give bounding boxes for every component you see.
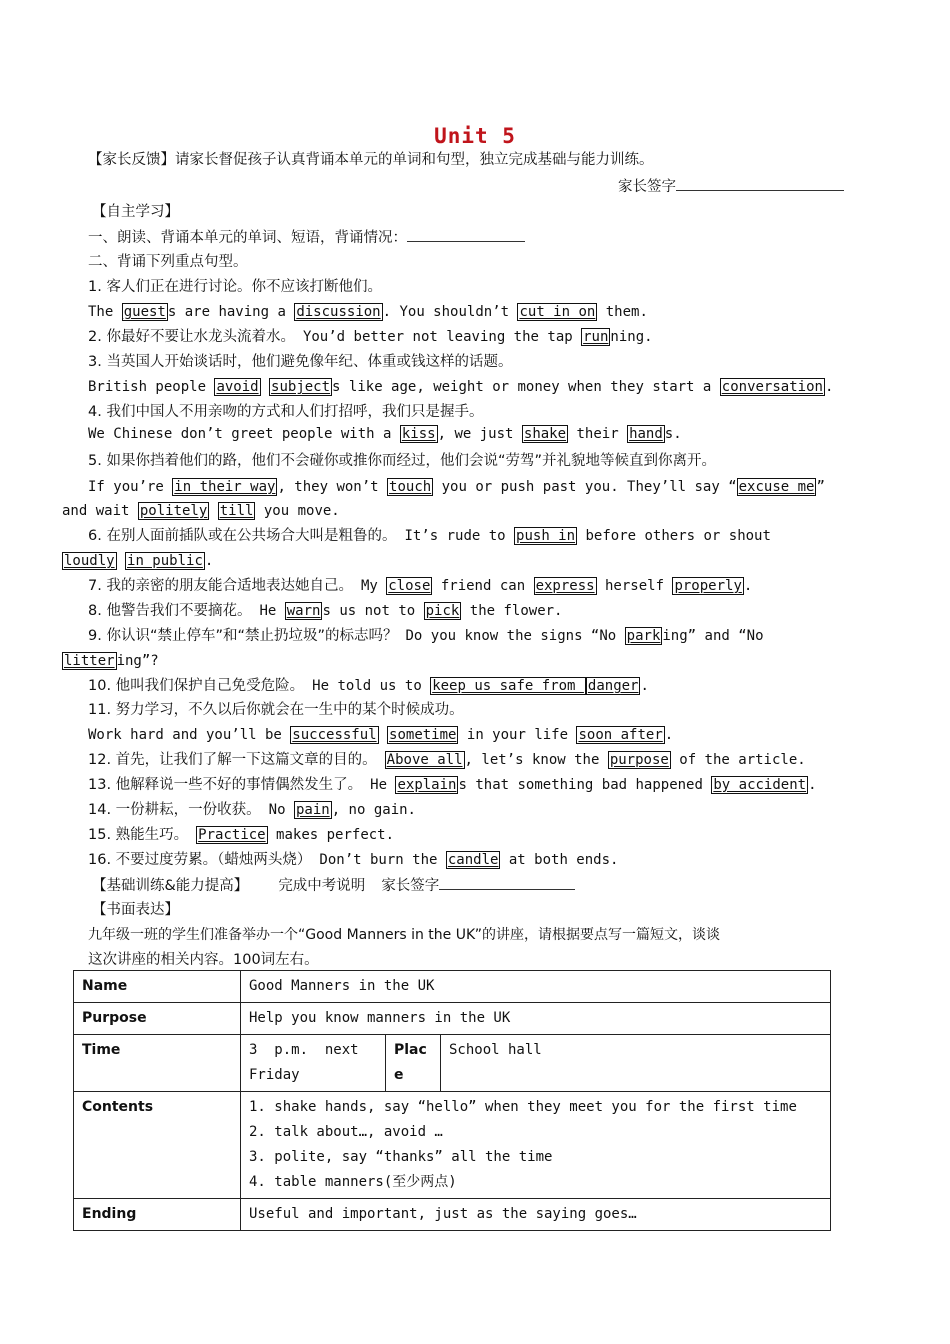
- answer-box[interactable]: in their way: [174, 479, 276, 495]
- time-value: [241, 1035, 386, 1092]
- answer-box[interactable]: properly: [674, 578, 742, 594]
- sentence-text: ing” and “No: [662, 628, 764, 644]
- sentence-text: It’s rude to: [404, 528, 515, 544]
- sentence-text: [209, 503, 217, 519]
- sentence-text: friend can: [432, 578, 534, 594]
- sentence-text: , we just: [437, 426, 522, 442]
- sentence-text: .: [824, 379, 834, 395]
- sentence-english: [406, 626, 764, 646]
- place-value: School hall: [441, 1035, 831, 1092]
- sentence-text: s us not to: [322, 603, 424, 619]
- sentence-text: ning.: [610, 329, 653, 345]
- sentence-text: The: [88, 304, 122, 320]
- sentence-text: , they won’t: [277, 479, 388, 495]
- sentence-text: s.: [664, 426, 682, 442]
- sentence-chinese: 3. 当英国人开始谈话时，他们避免像年纪、体重或钱这样的话题。: [88, 354, 513, 370]
- sentence-english-continued: [62, 501, 340, 521]
- place-label-line-2: e: [394, 1067, 404, 1083]
- sentence-text: British people: [88, 379, 215, 395]
- sentence-english: [361, 576, 752, 596]
- sentence-text: , let’s know the: [464, 752, 608, 768]
- time-value-line-2: Friday: [249, 1067, 300, 1083]
- sentence-text: the flower.: [461, 603, 563, 619]
- sentence-text: their: [568, 426, 628, 442]
- task-2: 二、背诵下列重点句型。: [88, 254, 248, 270]
- answer-box[interactable]: Above all: [386, 752, 463, 768]
- answer-box[interactable]: pain: [295, 802, 330, 818]
- task-1: [88, 227, 525, 248]
- place-label: [386, 1035, 441, 1092]
- time-value-line-1: 3 p.m. next: [249, 1042, 359, 1058]
- writing-prompt-2: 这次讲座的相关内容。100词左右。: [88, 952, 319, 968]
- sentence-text: s like age, weight or money when they start a: [332, 379, 720, 395]
- answer-box[interactable]: till: [219, 503, 254, 519]
- answer-box[interactable]: shake: [523, 426, 567, 442]
- training-sign-label: 家长签字: [381, 878, 440, 894]
- name-label: Name: [74, 971, 241, 1003]
- answer-box[interactable]: cut in on: [519, 304, 596, 320]
- purpose-value: Help you know manners in the UK: [241, 1003, 831, 1035]
- training-heading: 【基础训练&能力提高】: [92, 878, 249, 894]
- sentence-text: Do you know the signs “No: [405, 628, 625, 644]
- sentence-text: [117, 553, 125, 569]
- sentence-chinese: 16. 不要过度劳累。（蜡烛两头烧）: [88, 852, 312, 868]
- sentence-english: [385, 750, 806, 770]
- sentence-text: .: [640, 678, 649, 694]
- parent-sign: [618, 176, 844, 197]
- answer-box[interactable]: avoid: [216, 379, 259, 395]
- answer-box[interactable]: by accident: [713, 777, 807, 793]
- answer-box[interactable]: kiss: [401, 426, 436, 442]
- sentence-text: .: [808, 777, 817, 793]
- sentence-chinese: 7. 我的亲密的朋友能合适地表达她自己。: [88, 578, 353, 594]
- purpose-label: Purpose: [74, 1003, 241, 1035]
- answer-box[interactable]: litter: [64, 653, 115, 669]
- sentence-text: ”: [816, 479, 825, 495]
- sentence-english-continued: [62, 651, 159, 671]
- self-study-heading: 【自主学习】: [92, 204, 179, 220]
- table-row-ending: [74, 1199, 831, 1231]
- sentence-text: [379, 727, 387, 743]
- sentence-text: ing”?: [116, 653, 159, 669]
- sentence-chinese: 13. 他解释说一些不好的事情偶然发生了。: [88, 777, 363, 793]
- answer-box[interactable]: excuse me: [738, 479, 815, 495]
- answer-box[interactable]: explain: [397, 777, 457, 793]
- answer-box[interactable]: politely: [139, 503, 208, 519]
- sentence-text: He: [259, 603, 285, 619]
- sentence-english: [88, 377, 833, 397]
- answer-box[interactable]: danger: [587, 678, 639, 694]
- contents-item: 2. talk about…, avoid …: [249, 1124, 443, 1140]
- answer-box[interactable]: park: [626, 628, 661, 644]
- answer-box[interactable]: discussion: [296, 304, 381, 320]
- task-1-text: 一、朗读、背诵本单元的单词、短语，背诵情况：: [88, 230, 407, 246]
- sentence-english: [196, 825, 394, 845]
- answer-box[interactable]: in public: [127, 553, 203, 569]
- answer-box[interactable]: warn: [286, 603, 321, 619]
- answer-box[interactable]: conversation: [721, 379, 823, 395]
- sentence-english: [404, 526, 770, 546]
- sentence-english: [269, 800, 416, 820]
- recite-status-blank[interactable]: [407, 227, 525, 242]
- sentence-english: [303, 327, 653, 347]
- sentence-text: We Chinese don’t greet people with a: [88, 426, 400, 442]
- sentence-chinese: 6. 在别人面前插队或在公共场合大叫是粗鲁的。: [88, 528, 397, 544]
- sentence-chinese: 12. 首先，让我们了解一下这篇文章的目的。: [88, 752, 377, 768]
- sentence-chinese: 4. 我们中国人不用亲吻的方式和人们打招呼，我们只是握手。: [88, 404, 484, 420]
- place-label-line-1: Plac: [394, 1042, 427, 1058]
- sentence-english-continued: [88, 725, 673, 745]
- ending-label: Ending: [74, 1199, 241, 1231]
- sentence-text: , no gain.: [331, 802, 416, 818]
- answer-box[interactable]: sometime: [389, 727, 457, 743]
- contents-label: Contents: [74, 1092, 241, 1199]
- sentence-text: . You shouldn’t: [382, 304, 518, 320]
- table-row-purpose: [74, 1003, 831, 1035]
- contents-value: [241, 1092, 831, 1199]
- answer-box[interactable]: run: [583, 329, 609, 345]
- sentence-text: s are having a: [167, 304, 295, 320]
- sentence-text: at both ends.: [500, 852, 619, 868]
- answer-box[interactable]: soon after: [578, 727, 663, 743]
- sentence-english: [370, 775, 816, 795]
- answer-box[interactable]: close: [388, 578, 431, 594]
- contents-item: 3. polite, say “thanks” all the time: [249, 1149, 553, 1165]
- sentence-text: s that something bad happened: [458, 777, 712, 793]
- sentence-text: of the article.: [670, 752, 806, 768]
- sentence-chinese: 5. 如果你挡着他们的路，他们不会碰你或推你而经过，他们会说“劳驾”并礼貌地等候直到你离开。: [88, 453, 716, 469]
- sentence-text: Don’t burn the: [319, 852, 446, 868]
- sentence-text: before others or shout: [577, 528, 771, 544]
- sentence-english: [88, 477, 825, 497]
- answer-box[interactable]: purpose: [609, 752, 669, 768]
- sentence-text: He: [370, 777, 396, 793]
- sentence-text: makes perfect.: [267, 827, 395, 843]
- sentence-text: Work hard and you’ll be: [88, 727, 291, 743]
- sentence-chinese: 10. 他叫我们保护自己免受危险。: [88, 678, 305, 694]
- answer-box[interactable]: successful: [292, 727, 377, 743]
- ending-value: Useful and important, just as the saying goes…: [241, 1199, 831, 1231]
- sentence-text: [261, 379, 269, 395]
- writing-heading: 【书面表达】: [92, 902, 179, 918]
- sentence-text: No: [268, 802, 294, 818]
- answer-box[interactable]: push in: [516, 528, 576, 544]
- parent-sign-label: 家长签字: [618, 179, 676, 195]
- answer-box[interactable]: pick: [425, 603, 460, 619]
- answer-box[interactable]: guest: [123, 304, 166, 320]
- sentence-chinese: 14. 一份耕耘，一份收获。: [88, 802, 261, 818]
- sentence-english: [88, 424, 682, 444]
- sentence-chinese: 9. 你认识“禁止停车”和“禁止扔垃圾”的标志吗？: [88, 628, 398, 644]
- sentence-text: .: [204, 553, 214, 569]
- answer-box[interactable]: Practice: [198, 827, 266, 843]
- answer-box[interactable]: keep us safe from: [432, 678, 584, 694]
- sentence-text: My: [360, 578, 387, 594]
- contents-item: 4. table manners(至少两点): [249, 1174, 457, 1190]
- answer-box[interactable]: candle: [447, 852, 499, 868]
- sentence-text: in your life: [458, 727, 577, 743]
- table-row-time: [74, 1035, 831, 1092]
- table-row-contents: [74, 1092, 831, 1199]
- lecture-plan-table: [73, 970, 831, 1231]
- training-sign-blank[interactable]: [439, 875, 575, 890]
- sentence-text: .: [743, 578, 753, 594]
- sentence-text: herself: [596, 578, 673, 594]
- parent-sign-blank[interactable]: [676, 176, 844, 191]
- sentence-text: them.: [597, 304, 648, 320]
- page-title: Unit 5: [434, 124, 516, 148]
- sentence-english: [319, 850, 618, 870]
- sentence-chinese: 1. 客人们正在进行讨论。你不应该打断他们。: [88, 279, 382, 295]
- contents-item: 1. shake hands, say “hello” when they meet you for the first time: [249, 1099, 797, 1115]
- sentence-english-continued: [62, 551, 213, 571]
- time-label: Time: [74, 1035, 241, 1092]
- sentence-text: You’d better not leaving the tap: [302, 329, 582, 345]
- answer-box[interactable]: hand: [629, 426, 663, 442]
- answer-box[interactable]: loudly: [64, 553, 115, 569]
- answer-box[interactable]: touch: [389, 479, 432, 495]
- sentence-text: and wait: [62, 503, 138, 519]
- writing-prompt-1: 九年级一班的学生们准备举办一个“Good Manners in the UK”的讲座，请根据要点写一篇短文，谈谈: [88, 927, 720, 943]
- answer-box[interactable]: express: [535, 578, 595, 594]
- sentence-text: If you’re: [88, 479, 173, 495]
- training-note: 完成中考说明: [278, 878, 366, 894]
- sentence-chinese: 11. 努力学习，不久以后你就会在一生中的某个时候成功。: [88, 702, 464, 718]
- sentence-english: [312, 676, 649, 696]
- sentence-english: [88, 302, 648, 322]
- answer-box[interactable]: subject: [271, 379, 331, 395]
- sentence-chinese: 2. 你最好不要让水龙头流着水。: [88, 329, 295, 345]
- training-row: [92, 875, 575, 896]
- sentence-english: [259, 601, 562, 621]
- table-row-name: [74, 971, 831, 1003]
- sentence-text: you move.: [255, 503, 340, 519]
- sentence-chinese: 8. 他警告我们不要摘花。: [88, 603, 252, 619]
- sentence-text: you or push past you. They’ll say “: [433, 479, 737, 495]
- parent-note: 【家长反馈】请家长督促孩子认真背诵本单元的单词和句型，独立完成基础与能力训练。: [88, 152, 654, 168]
- sentence-text: .: [664, 727, 674, 743]
- name-value: Good Manners in the UK: [241, 971, 831, 1003]
- sentence-text: He told us to: [312, 678, 431, 694]
- sentence-chinese: 15. 熟能生巧。: [88, 827, 189, 843]
